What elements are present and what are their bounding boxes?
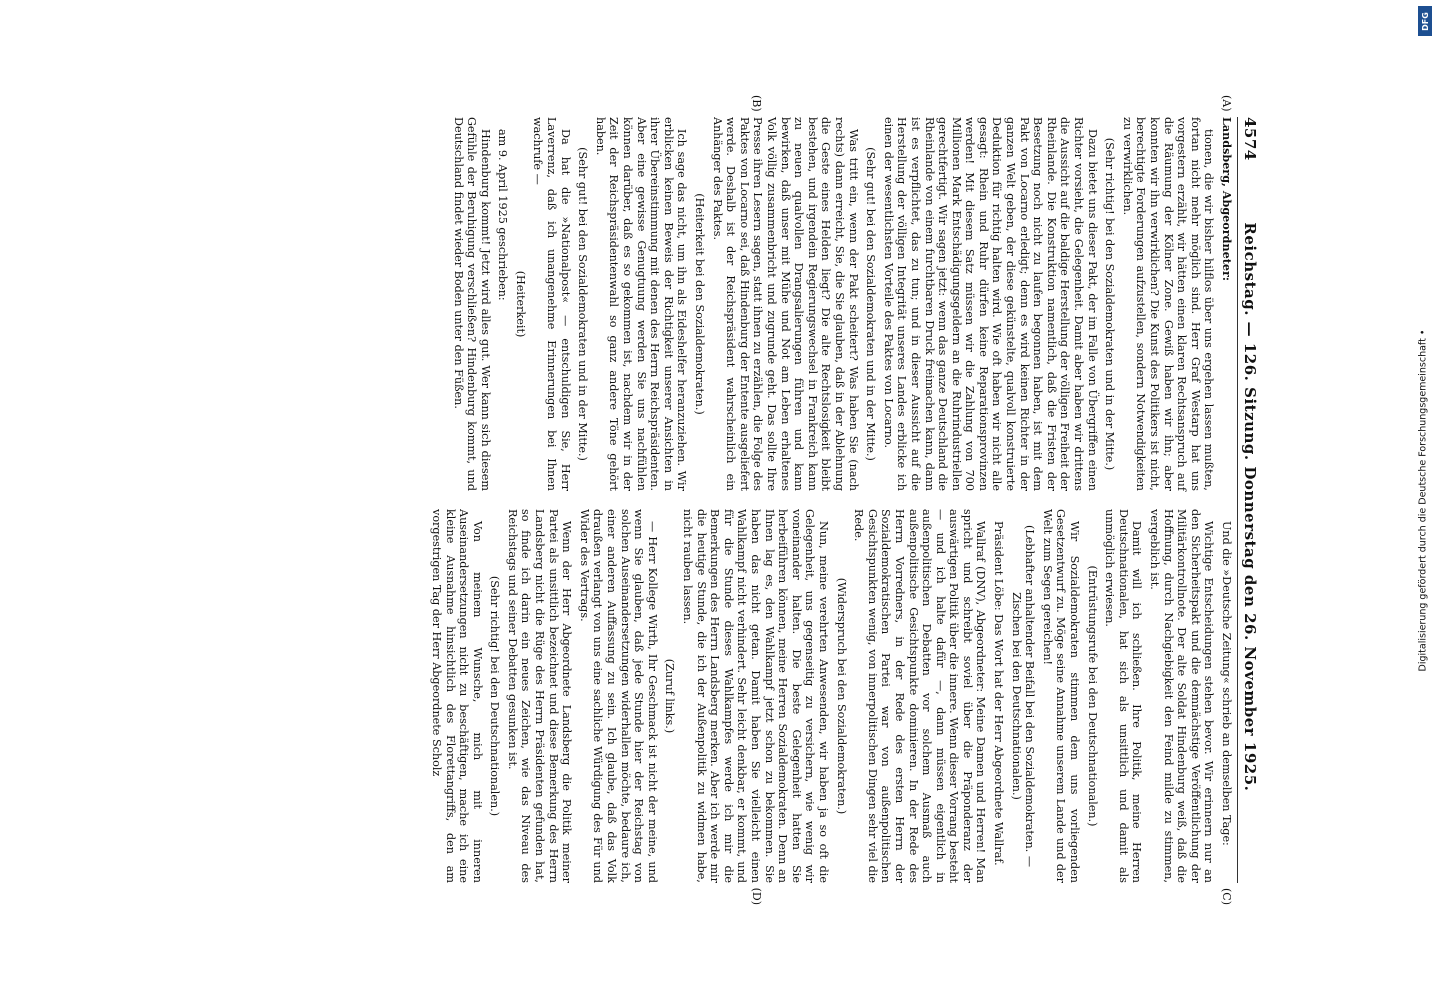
paragraph: Was tritt ein, wenn der Pakt scheitert? Was haben Sie (nach rechts) dann erreicht, Sie, die Sie glauben, daß in der Ablehnung die Geste eines Helden liegt? Die alte Rechtslosigkeit bleibt bestehen, und irgendein Regierungswechsel in Frankreich kann zu neuen qualvollen Drangsalierungen führen und kann bewirken, daß unser mit Mühe und Not am Leben erhaltenes Volk völlig zusammenbricht und zugrunde geht. Das sollte Ihre Presse ihren Lesern sagen, statt ihnen zu erzählen, die Folge des Paktes von Locarno sei, daß Hindenburg der Entente ausgeliefert werde. Deshalb ist der Reichspräsident wahrscheinlich ein Anhänger des Paktes. (710, 117, 860, 491)
interjection: (Zuruf links.) (663, 658, 677, 734)
interjection: (Entrüstungsrufe bei den Deutschnationalen.) (1085, 565, 1099, 827)
paragraph: Und die »Deutsche Zeitung« schrieb an demselben Tage: (1220, 521, 1233, 846)
paragraph: Wir Sozialdemokraten stimmen dem uns vorliegenden Gesetzentwurf zu. Möge seine Annahme unserem Lande und der Welt zum Segen gereichen! (1040, 509, 1082, 883)
rotated-page (267, 95, 1267, 905)
paragraph: Damit will ich schließen. Ihre Politik, meine Herren Deutschnationalen, hat sich als unsittlich und damit als unmöglich erwiesen. (1103, 509, 1144, 883)
interjection: (Sehr richtig! bei den Sozialdemokraten und in der Mitte.) (1103, 137, 1117, 471)
paragraph: Nun, meine verehrten Anwesenden, wir haben ja so oft die Gelegenheit, uns gegenseitig zu versichern, wie wenig wir voneinander halten. Die beste Gelegenheit hatten Sie herbeiführen können, meine Herren Sozialdemokraten. Denn an Ihnen lag es, den Wahlkampf jetzt schon zu bekommen. Sie haben das nicht getan. Damit haben Sie vielleicht einen Wahlkampf nicht verhindert. Sehr leicht denkbar, er kommt, und für die Stunde dieses Wahlkampfes werde ich mir die Bemerkungen des Herrn Landsberg merken. Aber ich werde mir die heutige Stunde, die ich der Außenpolitik zu widmen habe, nicht rauben lassen. (681, 509, 830, 883)
paragraph: — Herr Kollege Wirth, Ihr Geschmack ist nicht der meine, und wenn Sie glauben, daß jede Stunde hier der Reichstag von solchen Auseinandersetzungen widerhallen möchte, bedaure ich, einer anderen Auffassung zu sein. Ich glaube, daß das Volk draußen verlangt von uns eine sachliche Würdigung des Für und Wider des Vertrags. (577, 509, 659, 883)
text-columns (275, 95, 1234, 905)
paragraph: Da hat die »Nationalpost« — entschuldigen Sie, Herr Laverrenz, daß ich unangenehme Erinnerungen bei Ihnen wachrufe — (531, 117, 572, 491)
paragraph: Wichtige Entscheidungen stehen bevor. Wir erinnern nur an den Sicherheitspakt und die demnächstige Veröffentlichung der Militärkontrollnote. Der alte Soldat Hindenburg weiß, daß die Hoffnung, durch Nachgiebigkeit den Feind milde zu stimmen, vergeblich ist. (1148, 509, 1216, 883)
paragraph: tionen, die wir bisher hilflos über uns ergehen lassen mußten, fortan nicht mehr möglich sind. Herr Graf Westarp hat uns vorgestern erzählt, wir hätten einen klaren Rechtsanspruch auf die Räumung der Kölner Zone. Gewiß haben wir ihn; aber konnten wir ihn verwirklichen? Die Kunst des Politikers ist nicht, berechtigte Forderungen aufzustellen, sondern Notwendigkeiten zu verwirklichen. (1120, 117, 1216, 491)
paragraph: Von meinem Wunsche, mich mit inneren Auseinandersetzungen nicht zu beschäftigen, mache ich eine kleine Ausnahme hinsichtlich des Florettangriffs, den am vorgestrigen Tag der Herr Abgeordnete Scholz (429, 509, 484, 883)
paragraph: Hindenburg kommt! Jetzt wird alles gut. Wer kann sich diesem Gefühle der Beruhigung verschließen? Hindenburg kommt, und Deutschland findet wieder Boden unter den Füßen. (451, 117, 492, 491)
page-header (1237, 117, 1259, 883)
page-title: Reichstag. — 126. Sitzung. Donnerstag den 26. November 1925. (1241, 222, 1259, 792)
dfg-logo (1418, 6, 1432, 36)
credit-text: Digitalisierung gefördert durch die Deutsche Forschungsgemeinschaft • (1417, 329, 1429, 671)
left-column (275, 95, 1234, 491)
paragraph: Dazu bietet uns dieser Pakt, der im Falle von Übergriffen einen Richter vorsieht, die Gelegenheit. Damit aber haben wir drittens die Aussicht auf die baldige Herstellung der völligen Freiheit der Rheinlande. Die Konstruktion namentlich, daß die Fristen der Besetzung noch nicht zu laufen begonnen haben, ist mit dem Pakt von Locarno erledigt; denn es wird keinen Richter in der ganzen Welt geben, der diese gekünstelte, qualvoll konstruierte Deduktion für richtig halten wird. Wie oft haben wir nicht alle gesagt: Rhein und Ruhr dürfen keine Reparationsprovinzen werden! Mit diesem Satz müssen wir die Zahlung von 700 Millionen Mark Entschädigungsgeldern an die Ruhrindustriellen gerechtfertigt. Wir sagen jetzt: wenn das ganze Deutschland die Rheinlande von einem furchtbaren Druck freimachen kann, dann ist es verpflichtet, das zu tun; und in dieser Aussicht auf die Herstellung der völligen Integrität unseres Landes erblicke ich einen der wesentlichsten Vorteile des Paktes von Locarno. (881, 117, 1099, 491)
speaker-label: Landsberg, Abgeordneter: (1220, 117, 1234, 281)
margin-mark-d: (D) (750, 887, 763, 905)
paragraph: Präsident Löbe: Das Wort hat der Herr Abgeordnete Wallraf. (992, 521, 1006, 866)
paragraph: Wallraf (DNV), Abgeordneter: Meine Damen und Herren! Man spricht und schreibt soviel über die Präponderanz der auswärtigen Politik über die innere. Wenn dieser Vorrang besteht — und ich halte dafür —, dann müssen eigentlich in außenpolitischen Debatten vor solchem Ausmaß auch außenpolitische Gesichtspunkte dominieren. In der Rede des Herrn Vorredners, in der Rede des ersten Herrn der Sozialdemokratischen Partei war von außenpolitischen Gesichtspunkten wenig, von innerpolitischen Dingen sehr viel die Rede. (852, 509, 988, 883)
margin-mark-b: (B) (750, 95, 763, 112)
interjection: (Heiterkeit) (513, 270, 527, 338)
interjection: (Sehr richtig! bei den Deutschnationalen.) (488, 575, 502, 817)
right-column (275, 509, 1233, 905)
digitization-credit (1416, 10, 1430, 990)
margin-mark-c: (C) (1220, 888, 1233, 905)
interjection: (Sehr gut! bei den Sozialdemokraten und in der Mitte.) (864, 147, 878, 461)
page-number: 4574 (1241, 117, 1259, 161)
margin-mark-a: (A) (1220, 95, 1233, 112)
interjection: (Widerspruch bei den Sozialdemokraten.) (834, 577, 848, 815)
interjection: (Sehr gut! bei den Sozialdemokraten und in der Mitte.) (576, 147, 590, 461)
interjection: (Heiterkeit bei den Sozialdemokraten.) (693, 193, 707, 415)
interjection: (Lebhafter anhaltender Beifall bei den Sozialdemokraten. — Zischen bei den Deutschnationalen.) (1009, 524, 1037, 868)
paragraph: Ich sage das nicht, um ihn als Eideshelfer heranzuziehen. Wir erblicken keinen Beweis der Richtigkeit unserer Ansichten in ihrer Übereinstimmung mit denen des Herrn Reichspräsidenten. Aber eine gewisse Genugtuung werden Sie uns nachfühlen können darüber, daß es so gekommen ist, nachdem wir in der Zeit der Reichspräsidentenwahl so ganz andere Töne gehört haben. (593, 117, 689, 491)
paragraph: am 9. April 1925 geschrieben: (496, 129, 510, 301)
page-content (275, 95, 1259, 905)
logo-text: DFG (1420, 11, 1430, 31)
paragraph: Wenn der Herr Abgeordnete Landsberg die Politik meiner Partei als unsittlich bezeichnet und diese Bemerkung des Herrn Landsberg nicht die Rüge des Herrn Präsidenten gefunden hat, so finde ich darin ein neues Zeichen, wie das Niveau des Reichstags und seiner Debatten gesunken ist. (505, 509, 574, 883)
